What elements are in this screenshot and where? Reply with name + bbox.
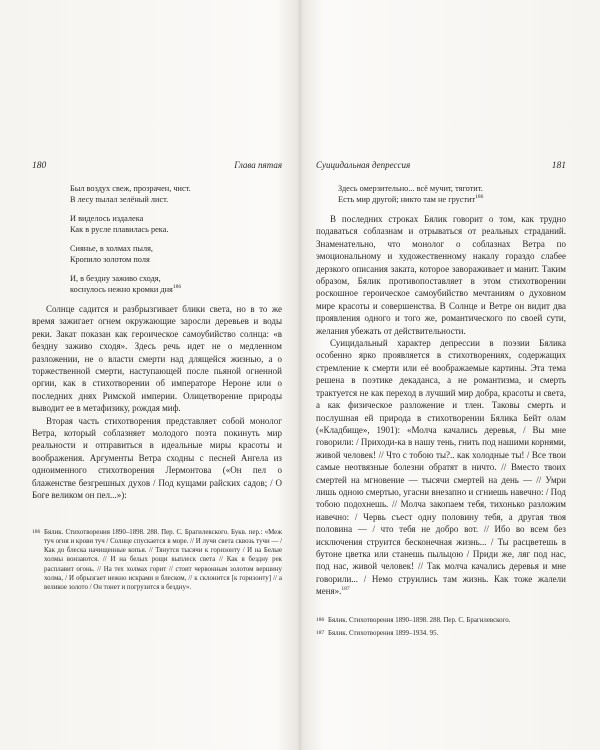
verse-line: Был воздух свеж, прозрачен, чист. [70,184,191,193]
footnote-ref[interactable]: 186 [172,284,182,291]
verse-line: И, в бездну заживо сходя, [70,274,161,283]
chapter-title: Глава пятая [234,160,282,170]
page-number: 180 [32,161,47,171]
right-page [316,160,566,638]
footnote-number: 187 [316,629,325,636]
stanza [70,243,282,265]
running-head [316,160,566,171]
verse-line: Кропило золотом поля [70,255,150,264]
footnotes [316,616,566,639]
footnotes [32,528,282,593]
verse-line-text: Есть мир другой; никто там не грустит [338,195,476,204]
body-text [32,303,282,502]
verse-line: В лесу пылал зелёный лист. [70,195,169,204]
poem-excerpt [338,183,566,205]
footnote-number: 186 [32,528,41,535]
paragraph [316,337,566,598]
verse-line [338,194,566,205]
paragraph: В последних строках Бялик говорит о том, как трудно подаваться соблазнам и отрываться от реальных страданий. Знаменательно, что монолог о соблазнах Ветра по эмоциональному и художественному накалу гораздо слабее дерзкого описания заката, которое завораживает и манит. Таким образом, Бялик противопоставляет в этом стихотворении роскошное героическое самоубийство мечтаниям о духовном мире красоты и совершенства. В Солнце и Ветре он видит два проявления одного и того же, романтического по своей сути, желания убежать от действительности. [316,214,566,336]
poem-excerpt [70,183,282,295]
stanza [70,273,282,295]
footnote-ref[interactable]: 186 [475,194,484,201]
page-number: 181 [551,161,566,171]
verse-line: Здесь омерзительно... всё мучит, тяготит. [338,184,483,193]
footnote [32,528,282,593]
footnote-text: Бялик. Стихотворения 1890–1898. 288. Пер. С. Брагилевского. [328,616,511,624]
verse-line: И виделось издалека [70,214,144,223]
footnote-text: Бялик. Стихотворения 1890–1898. 288. Пер. С. Брагилевского. Букв. пер.: «Меж туч огня и крови туч / Солнце спускается в море. // И лучи света сквозь тучи — / Как до блеска начищенные копья. // Тянутся тысячи к горизонту / И на Белые холмы вонзаются. // И на белых рощи выплеск света // Как в бездну рек расплавит огонь. // На тех холмах горит // стоит червонным золотом вершину холма, / И обрызгает нежно искрами и блеском, // к склонится [к горизонту] // а великое золото / Он тонет и погрузится в бездну». [44,528,282,592]
verse-line [70,284,282,295]
paragraph: Солнце садится и разбрызгивает блики света, но в то же время зажигает огнем окружающие заросли деревьев и воды реки. Закат показан как героическое самоубийство солнца: «в бездну заживо сходя». Здесь речь идет не о медленном разложении, не о власти смерти над длящейся жизнью, а о торжественной смерти, наступающей после пьяной огненной оргии, как в стихотворении об императоре Нероне или о последних днях Римской империи. Олицетворение природы выводит ее в метафизику, рождая миф. [32,304,282,414]
body-text [316,213,566,598]
footnote-number: 186 [316,616,325,623]
footnote [316,616,566,625]
paragraph: Вторая часть стихотворения представляет собой монолог Ветра, который соблазняет молодого поэта покинуть мир реальности и отправиться в идеальные миры красоты и воображения. Аргументы Ветра сходны с песней Ангела из одноименного стихотворения Лермонтова («Он пел о блаженстве безгрешных духов / Под кущами райских садов; / О Боге великом он пел...»): [32,415,282,501]
paragraph-text: Суицидальный характер депрессии в поэзии Бялика особенно ярко проявляется в стихотворениях, содержащих стремление к смерти или её воображаемые картины. Эта тема решена в поэтике декаданса, а не романтизма, и смерть трактуется не как переход в лучший мир добра, красоты и света, а как физическое разложение и тлен. Таковы смерть и послушная ей природа в стихотворении Бялика Бейт олам («Кладбище», 1901): «Молча качались деревья, / Вы мне говорили: / Приходи-ка в нашу тень, гнить под нашими корнями, живой человек! // Что с тобою ты?.. как холодные ты! / Все твои самые неотвязные болезни обратят в ничто. // Вместо твоих смертей на мгновение — тысячи смертей на день — // Умри лишь одною смертью, угасни внезапно и сгниешь навечно: / Под тобою подохнешь. // Молча закопаем тебя, тихонько разложим навечно: / Червь съест одну половину тебя, а другая твоя половина — / что тебя не добро вот. // Ибо во всем без исключения струится бесконечная жизнь... / Ты расцветешь в бутоне цветка или станешь пыльцою / Приди же, ляг под нас, под нас, живой человек! // Так молча качались деревья и мне говорили... / Немо струились там жизнь. Как тоже жалели меня». [316,338,566,597]
footnote-ref[interactable]: 187 [341,586,350,593]
chapter-title: Суицидальная депрессия [316,160,411,170]
stanza [70,183,282,205]
verse-line: Как в русле плавилась река. [70,225,169,234]
left-page [32,160,282,593]
stanza [70,213,282,235]
footnote [316,629,566,638]
verse-line-text: коснулось нежно кромки дня [70,285,173,294]
running-head [32,160,282,171]
footnote-text: Бялик. Стихотворения 1899–1934. 95. [328,629,439,637]
verse-line: Сиянье, в холмах пыля, [70,244,153,253]
